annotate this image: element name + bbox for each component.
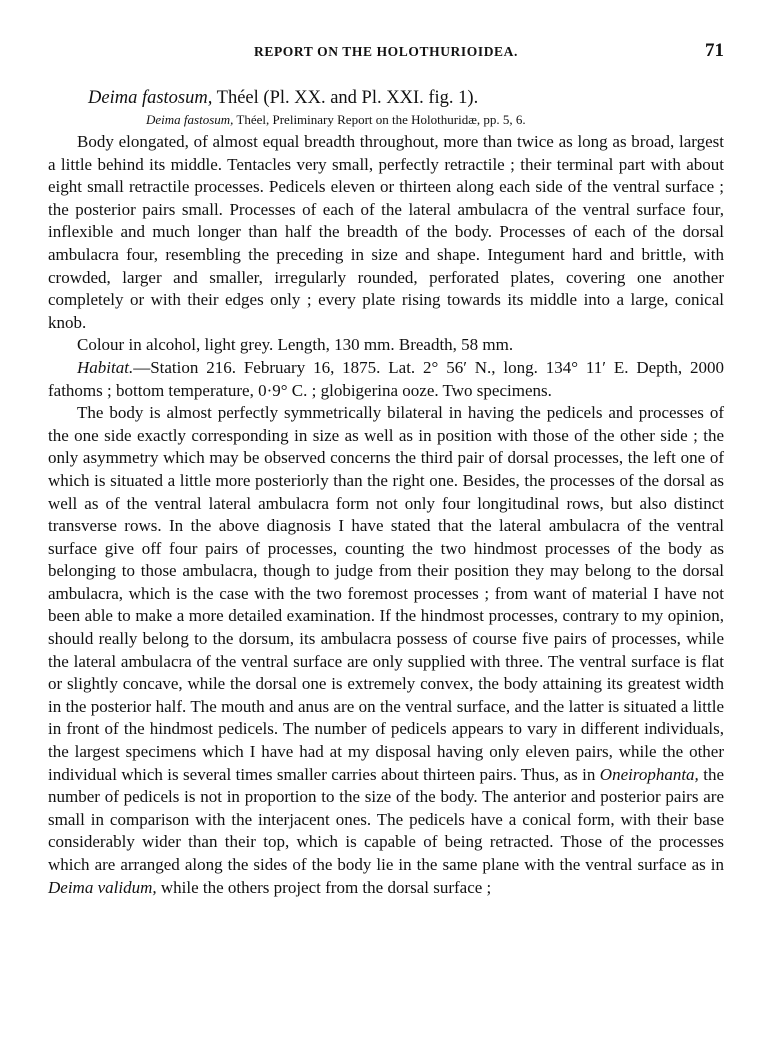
running-title: REPORT ON THE HOLOTHURIOIDEA. xyxy=(254,44,518,59)
genus-reference: Oneirophanta, xyxy=(599,764,699,784)
synonymy-reference xyxy=(146,110,724,129)
running-head xyxy=(48,40,724,66)
habitat-paragraph xyxy=(48,357,724,402)
body-text-part-2: the number of pedicels is not in proportion to the size of the body. The anterior and posterior pairs are small in comparison with the interjacent ones. The pedicels have a conical form, with their base considerably wider than their top, which is capable of being retracted. Those of the processes which are arranged along the sides of the body lie in the same plane with the ventral surface as in xyxy=(48,764,724,874)
page-number: 71 xyxy=(705,40,724,61)
body-description-paragraph xyxy=(48,402,724,899)
habitat-text: —Station 216. February 16, 1875. Lat. 2° 56′ N., long. 134° 11′ E. Depth, 2000 fathoms ; bottom temperature, 0·9° C. ; globigerina ooze. Two specimens. xyxy=(48,357,724,400)
body-text-part-3: while the others project from the dorsal surface ; xyxy=(156,877,492,897)
page xyxy=(48,40,724,899)
species-authority: Théel (Pl. XX. and Pl. XXI. fig. 1). xyxy=(216,88,479,108)
synonym-citation: Théel, Preliminary Report on the Holothuridæ, pp. 5, 6. xyxy=(236,112,526,127)
species-name: Deima fastosum, xyxy=(88,88,213,108)
species-reference: Deima validum, xyxy=(48,877,157,897)
habitat-label: Habitat. xyxy=(77,357,134,377)
species-heading xyxy=(88,86,724,110)
colour-measurements-paragraph: Colour in alcohol, light grey. Length, 130 mm. Breadth, 58 mm. xyxy=(77,335,514,355)
diagnosis-paragraph: Body elongated, of almost equal breadth throughout, more than twice as long as broad, largest a little behind its middle. Tentacles very small, perfectly retractile ; their terminal part with about eight small retractile processes. Pedicels eleven or thirteen along each side of the ventral surface ; the posterior pairs small. Processes of each of the lateral ambulacra of the ventral surface four, inflexible and much longer than half the breadth of the body. Processes of each of the dorsal ambulacra four, resembling the preceding in size and shape. Integument hard and brittle, with crowded, larger and smaller, irregularly rounded, perforated plates, covering one another completely or with their edges only ; every plate rising towards its middle into a large, conical knob. xyxy=(48,132,724,332)
synonym-name: Deima fastosum, xyxy=(146,112,234,127)
body-text-part-1: The body is almost perfectly symmetrically bilateral in having the pedicels and processes of the one side exactly corresponding in size as well as in position with those of the other side ; the only asymmetry which may be observed concerns the third pair of dorsal processes, the left one of which is situated a little more posteriorly than the right one. Besides, the processes of the dorsal as well as of the ventral lateral ambulacra form not only four longitudinal rows, but also distinct transverse rows. In the above diagnosis I have stated that the lateral ambulacra of the ventral surface give off four pairs of processes, counting the two hindmost processes of the body as belonging to those ambulacra, though to judge from their position they may belong to the dorsal ambulacra, which is the case with the two foremost processes ; from want of material I have not been able to make a more detailed examination. If the hindmost processes, contrary to my opinion, should really belong to the dorsum, its ambulacra possess of course five pairs of processes, while the lateral ambulacra of the ventral surface are only supplied with three. The ventral surface is flat or slightly concave, while the dorsal one is extremely convex, the body attaining its greatest width in the posterior half. The mouth and anus are on the ventral surface, and the latter is situated a little in front of the hindmost pedicels. The number of pedicels appears to vary in different individuals, the largest specimens which I have had at my disposal having only eleven pairs, while the other individual which is several times smaller carries about thirteen pairs. Thus, as in xyxy=(48,403,724,784)
